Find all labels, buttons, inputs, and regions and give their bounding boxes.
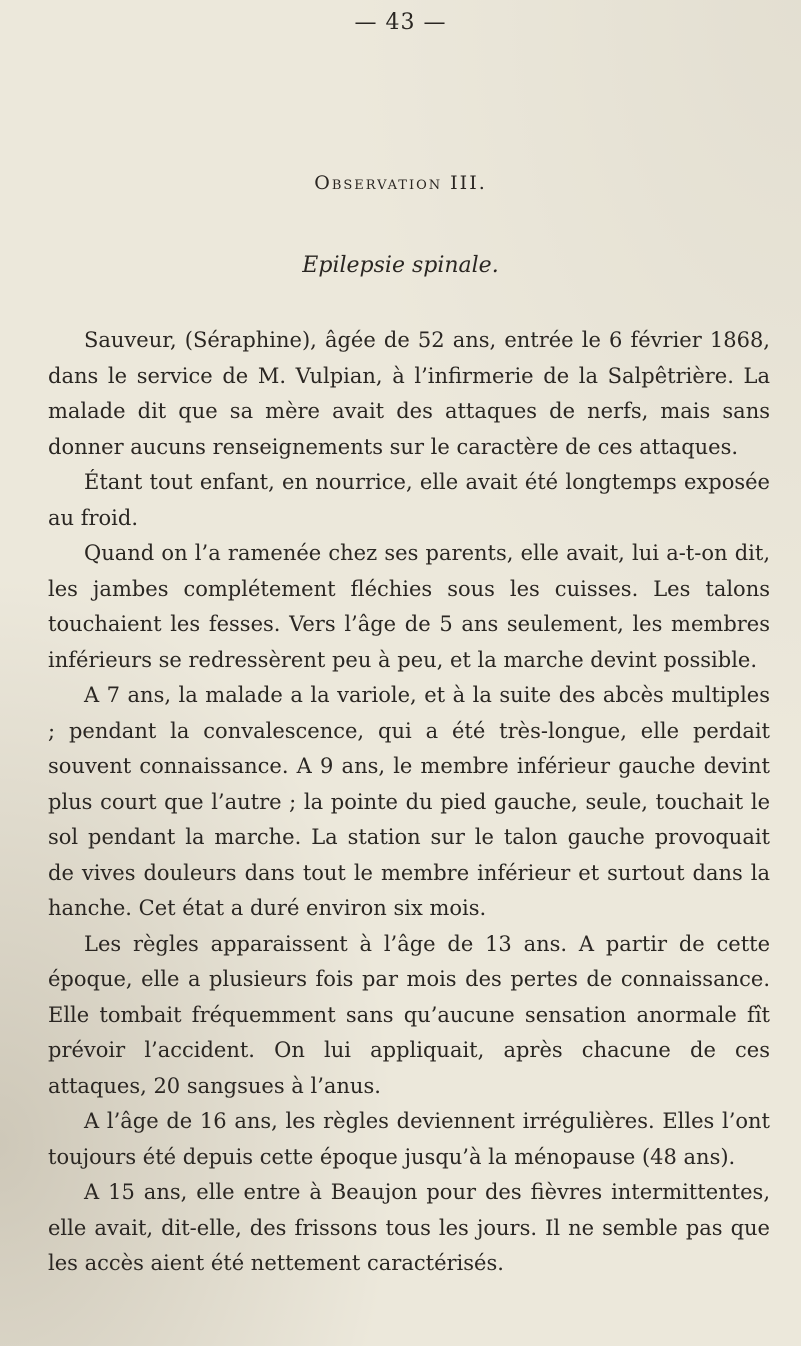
paragraph: A l’âge de 16 ans, les règles deviennent irrégulières. Elles l’ont toujours été depuis cette époque jusqu’à la ménopause (48 ans). <box>48 1109 770 1169</box>
paragraph: Étant tout enfant, en nourrice, elle avait été longtemps exposée au froid. <box>48 470 770 530</box>
paragraph: A 15 ans, elle entre à Beaujon pour des fièvres intermittentes, elle avait, dit-elle, des frissons tous les jours. Il ne semble pas que les accès aient été nettement caractérisés. <box>48 1180 770 1275</box>
observation-title: Observation III. <box>314 172 487 194</box>
paragraph: Sauveur, (Séraphine), âgée de 52 ans, entrée le 6 février 1868, dans le service de M. Vulpian, à l’infirmerie de la Salpêtrière. La malade dit que sa mère avait des attaques de nerfs, mais sans donner aucuns renseignements sur le caractère de ces attaques. <box>48 328 770 459</box>
paragraph: Les règles apparaissent à l’âge de 13 ans. A partir de cette époque, elle a plusieurs fois par mois des pertes de connaissance. Elle tombait fréquemment sans qu’aucune sensation anormale fît prévoir l’accident. On lui appliquait, après chacune de ces attaques, 20 sangsues à l’anus. <box>48 931 770 1098</box>
paragraph: A 7 ans, la malade a la variole, et à la suite des abcès multiples ; pendant la convalescence, qui a été très-longue, elle perdait souvent connaissance. A 9 ans, le membre inférieur gauche devint plus court que l’autre ; la pointe du pied gauche, seule, touchait le sol pendant la marche. La station sur le talon gauche provoquait de vives douleurs dans tout le membre inférieur et surtout dans la hanche. Cet état a duré environ six mois. <box>48 683 770 920</box>
paragraph: Quand on l’a ramenée chez ses parents, elle avait, lui a-t-on dit, les jambes complétement fléchies sous les cuisses. Les talons touchaient les fesses. Vers l’âge de 5 ans seulement, les membres inférieurs se redressèrent peu à peu, et la marche devint possible. <box>48 541 770 672</box>
body-text <box>48 323 770 1282</box>
page-number: — 43 — <box>354 10 447 35</box>
section-subtitle: Epilepsie spinale. <box>302 253 499 278</box>
